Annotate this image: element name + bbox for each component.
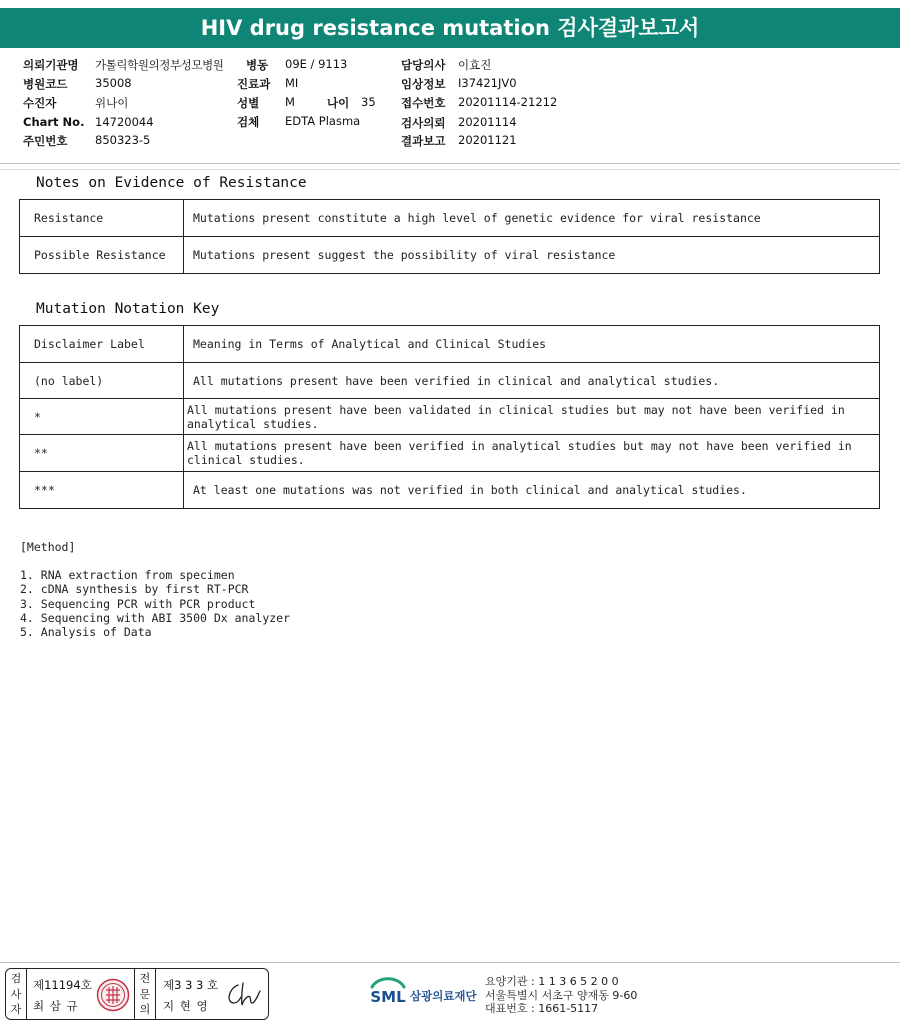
method-step: 4. Sequencing with ABI 3500 Dx analyzer <box>20 610 291 625</box>
header-divider <box>0 163 900 164</box>
hospital-code-value: 35008 <box>95 76 132 90</box>
notation-label-cell: * <box>20 399 184 435</box>
request-date-label: 검사의뢰 <box>401 116 446 130</box>
specialist-label: 전문의 <box>139 972 151 1016</box>
table-row <box>20 237 880 274</box>
table-row <box>20 399 880 435</box>
request-date-value: 20201114 <box>458 115 517 129</box>
org-address: 서울특별시 서초구 양재동 9-60 <box>485 988 638 1002</box>
age-value: 35 <box>361 95 376 109</box>
clinical-info-label: 임상정보 <box>401 77 446 91</box>
notation-header-label: Disclaimer Label <box>20 326 184 363</box>
method-step: 2. cDNA synthesis by first RT-PCR <box>20 582 249 597</box>
method-step: 1. RNA extraction from specimen <box>20 568 235 582</box>
receipt-no-value: 20201114-21212 <box>458 95 558 109</box>
clinical-info-value: I37421JV0 <box>458 76 517 90</box>
specialist-license: 제3 3 3 호 <box>163 978 219 992</box>
specialist-signature-icon <box>224 981 264 1009</box>
resident-no-value: 850323-5 <box>95 133 151 147</box>
notation-meaning-cell: All mutations present have been verified in clinical and analytical studies. <box>184 363 880 399</box>
patient-name-label: 수진자 <box>23 96 57 110</box>
notation-key-table <box>19 325 880 509</box>
notation-key-title: Mutation Notation Key <box>36 301 220 317</box>
sex-label: 성별 <box>237 96 260 110</box>
table-row <box>20 363 880 399</box>
possible-resistance-meaning-cell: Mutations present suggest the possibility of viral resistance <box>184 237 880 274</box>
possible-resistance-label-cell: Possible Resistance <box>20 237 184 274</box>
footer-divider <box>0 962 900 963</box>
report-title: HIV drug resistance mutation 검사결과보고서 <box>0 8 900 48</box>
doctor-label: 담당의사 <box>401 58 446 72</box>
examiner-license: 제11194호 <box>33 978 92 992</box>
report-date-label: 결과보고 <box>401 134 446 148</box>
specialist-name: 지 현 영 <box>163 999 209 1013</box>
org-phone: 대표번호 : 1661-5117 <box>485 1002 599 1015</box>
resistance-notes-title: Notes on Evidence of Resistance <box>36 175 307 191</box>
resident-no-label: 주민번호 <box>23 134 68 148</box>
resistance-notes-table <box>19 199 880 274</box>
resistance-meaning-cell: Mutations present constitute a high level of genetic evidence for viral resistance <box>184 200 880 237</box>
specimen-label: 검체 <box>237 115 260 129</box>
notation-header-meaning: Meaning in Terms of Analytical and Clinical Studies <box>184 326 880 363</box>
signature-box <box>5 968 269 1020</box>
receipt-no-label: 접수번호 <box>401 96 446 110</box>
method-section <box>20 540 290 639</box>
method-title: [Method] <box>20 540 76 554</box>
hospital-code-label: 병원코드 <box>23 77 68 91</box>
header-divider-light <box>0 169 900 170</box>
patient-info <box>0 55 900 155</box>
chart-no-value: 14720044 <box>95 115 154 129</box>
notation-meaning-cell: All mutations present have been verified in analytical studies but may not have been verified in clinical studies. <box>184 435 880 472</box>
examiner-name: 최 삼 규 <box>33 999 79 1013</box>
divider <box>26 969 27 1019</box>
sex-value: M <box>285 95 295 109</box>
divider <box>155 969 156 1019</box>
patient-name-value: 위나이 <box>95 96 129 110</box>
examiner-label: 검사자 <box>10 972 22 1016</box>
org-name: 삼광의료재단 <box>410 989 477 1003</box>
age-label: 나이 <box>327 96 350 110</box>
examiner-seal-icon <box>96 978 130 1012</box>
department-label: 진료과 <box>237 77 271 91</box>
report-date-value: 20201121 <box>458 133 517 147</box>
ward-label: 병동 <box>246 58 269 72</box>
chart-no-label: Chart No. <box>23 115 85 129</box>
notation-label-cell: (no label) <box>20 363 184 399</box>
table-row <box>20 326 880 363</box>
ward-value: 09E / 9113 <box>285 57 348 71</box>
notation-label-cell: *** <box>20 472 184 509</box>
notation-meaning-cell: At least one mutations was not verified in both clinical and analytical studies. <box>184 472 880 509</box>
institution-label: 의뢰기관명 <box>23 58 79 72</box>
doctor-value: 이효진 <box>458 58 492 72</box>
method-step: 5. Analysis of Data <box>20 625 152 640</box>
sml-logo-text: SML <box>370 988 406 1006</box>
org-code: 요양기관 : 1 1 3 6 5 2 0 0 <box>485 975 619 988</box>
notation-meaning-cell: All mutations present have been validated in clinical studies but may not have been verified in analytical studies. <box>184 399 880 435</box>
table-row <box>20 200 880 237</box>
table-row <box>20 435 880 472</box>
org-info <box>485 975 637 1016</box>
department-value: MI <box>285 76 299 90</box>
specimen-value: EDTA Plasma <box>285 114 361 128</box>
notation-label-cell: ** <box>20 435 184 472</box>
institution-value: 가톨릭학원의정부성모병원 <box>95 58 224 72</box>
method-step: 3. Sequencing PCR with PCR product <box>20 596 256 611</box>
sml-logo-icon <box>368 974 408 1014</box>
resistance-label-cell: Resistance <box>20 200 184 237</box>
table-row <box>20 472 880 509</box>
